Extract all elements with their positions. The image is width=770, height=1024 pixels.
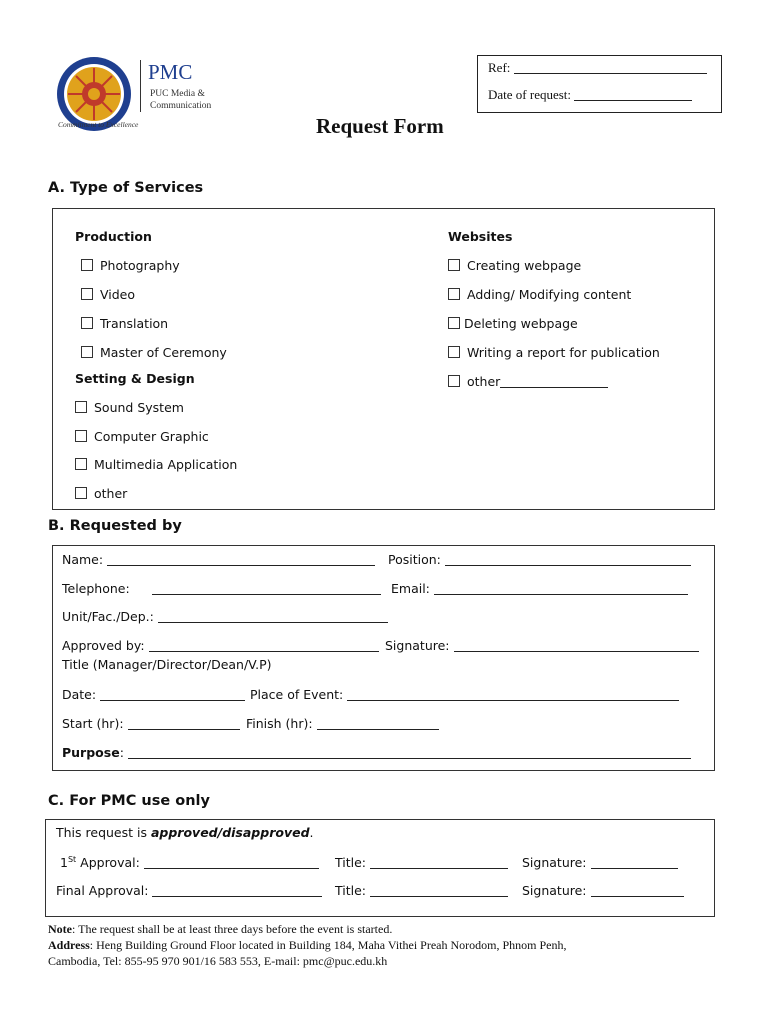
checkbox-adding-modifying-content[interactable]: Adding/ Modifying content bbox=[448, 287, 631, 302]
checkbox-photography[interactable]: Photography bbox=[81, 258, 180, 273]
other-blank-line bbox=[500, 375, 608, 388]
checkbox-creating-webpage[interactable]: Creating webpage bbox=[448, 258, 581, 273]
date-of-request-field[interactable] bbox=[488, 87, 692, 103]
title-role-line: Title (Manager/Director/Dean/V.P) bbox=[62, 657, 272, 672]
purpose-field[interactable]: Purpose: bbox=[62, 745, 691, 760]
telephone-field[interactable]: Telephone: bbox=[62, 581, 381, 596]
brand-subtitle-line-1: PUC Media & bbox=[150, 89, 205, 99]
footer-note bbox=[48, 921, 728, 969]
final-approval-title-field[interactable]: Title: bbox=[335, 883, 508, 898]
request-status-line: This request is approved/disapproved. bbox=[56, 825, 314, 840]
first-approval-field[interactable]: 1St Approval: bbox=[60, 855, 319, 870]
checkbox-websites-other[interactable]: other bbox=[448, 374, 608, 389]
checkbox-icon bbox=[448, 375, 460, 387]
checkbox-icon bbox=[75, 487, 87, 499]
finish-hour-field[interactable]: Finish (hr): bbox=[246, 716, 439, 731]
name-field[interactable]: Name: bbox=[62, 552, 375, 567]
checkbox-icon bbox=[81, 259, 93, 271]
brand-subtitle bbox=[150, 88, 211, 112]
checkbox-icon bbox=[448, 259, 460, 271]
checkbox-writing-report[interactable]: Writing a report for publication bbox=[448, 345, 660, 360]
request-status: approved/disapproved bbox=[150, 825, 310, 840]
checkbox-multimedia-application[interactable]: Multimedia Application bbox=[75, 457, 237, 472]
checkbox-sound-system[interactable]: Sound System bbox=[75, 400, 184, 415]
checkbox-deleting-webpage[interactable]: Deleting webpage bbox=[448, 316, 578, 331]
form-title: Request Form bbox=[316, 114, 444, 138]
section-a-heading: A. Type of Services bbox=[48, 180, 204, 196]
checkbox-computer-graphic[interactable]: Computer Graphic bbox=[75, 429, 209, 444]
address-line: Address: Heng Building Ground Floor located in Building 184, Maha Vithei Preah Norodom, Phnom Penh, bbox=[48, 938, 567, 952]
checkbox-icon bbox=[75, 401, 87, 413]
approved-by-field[interactable]: Approved by: bbox=[62, 638, 379, 653]
checkbox-icon bbox=[448, 346, 460, 358]
checkbox-icon bbox=[81, 346, 93, 358]
checkbox-icon bbox=[75, 458, 87, 470]
start-hour-field[interactable]: Start (hr): bbox=[62, 716, 240, 731]
logo-divider bbox=[140, 60, 141, 112]
date-of-request-label: Date of request: bbox=[488, 87, 572, 102]
checkbox-master-of-ceremony[interactable]: Master of Ceremony bbox=[81, 345, 227, 360]
checkbox-icon bbox=[75, 430, 87, 442]
checkbox-setting-other[interactable]: other bbox=[75, 486, 127, 501]
final-approval-field[interactable]: Final Approval: bbox=[56, 883, 322, 898]
brand-name: PMC bbox=[148, 60, 193, 84]
note-line: Note: The request shall be at least three days before the event is started. bbox=[48, 922, 393, 936]
address-line-2: Cambodia, Tel: 855-95 970 901/16 583 553, E-mail: pmc@puc.edu.kh bbox=[48, 954, 388, 968]
first-approval-signature-field[interactable]: Signature: bbox=[522, 855, 678, 870]
checkbox-video[interactable]: Video bbox=[81, 287, 135, 302]
final-approval-signature-field[interactable]: Signature: bbox=[522, 883, 684, 898]
place-of-event-field[interactable]: Place of Event: bbox=[250, 687, 679, 702]
checkbox-icon bbox=[81, 288, 93, 300]
checkbox-translation[interactable]: Translation bbox=[81, 316, 168, 331]
checkbox-icon bbox=[448, 317, 460, 329]
section-c-heading: C. For PMC use only bbox=[48, 793, 210, 809]
websites-title: Websites bbox=[448, 229, 513, 244]
first-approval-title-field[interactable]: Title: bbox=[335, 855, 508, 870]
date-field[interactable]: Date: bbox=[62, 687, 245, 702]
signature-field[interactable]: Signature: bbox=[385, 638, 699, 653]
checkbox-icon bbox=[81, 317, 93, 329]
brand-subtitle-line-2: Communication bbox=[150, 101, 212, 111]
setting-design-title: Setting & Design bbox=[75, 371, 195, 386]
email-field[interactable]: Email: bbox=[391, 581, 688, 596]
position-field[interactable]: Position: bbox=[388, 552, 691, 567]
tagline: Commitment to Excellence bbox=[58, 120, 139, 129]
production-title: Production bbox=[75, 229, 152, 244]
ref-field[interactable] bbox=[488, 60, 707, 76]
section-b-heading: B. Requested by bbox=[48, 518, 182, 534]
checkbox-icon bbox=[448, 288, 460, 300]
ref-label: Ref: bbox=[488, 60, 511, 75]
unit-field[interactable]: Unit/Fac./Dep.: bbox=[62, 609, 388, 624]
